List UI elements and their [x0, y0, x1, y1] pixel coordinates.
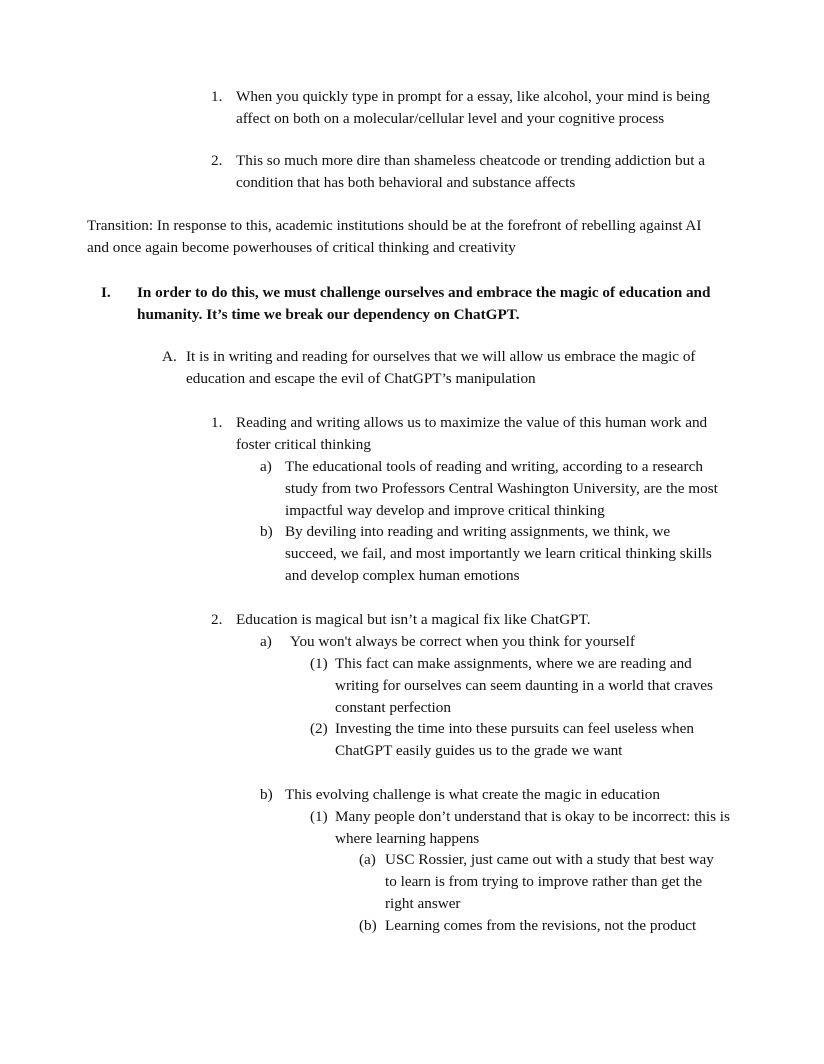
- list-marker: (1): [310, 655, 328, 672]
- list-item-text: This so much more dire than shameless cheatcode or trending addiction but a condition that has both behavioral and substance affects: [236, 152, 705, 191]
- point-2-b-1-a-text: USC Rossier, just came out with a study that best way to learn is from trying to improve rather than get the right answer: [385, 851, 714, 912]
- list-marker: 1.: [211, 88, 223, 105]
- list-item-text: When you quickly type in prompt for a essay, like alcohol, your mind is being affect on both on a molecular/cellular level and your cognitive process: [236, 88, 710, 127]
- main-point-text: In order to do this, we must challenge ourselves and embrace the magic of education and humanity. It’s time we break our dependency on ChatGPT.: [137, 284, 711, 323]
- list-marker: a): [260, 633, 272, 650]
- point-2-b-text: This evolving challenge is what create the magic in education: [285, 786, 660, 803]
- list-marker: 1.: [211, 414, 223, 431]
- list-marker: (a): [359, 851, 376, 868]
- list-marker: b): [260, 786, 273, 803]
- point-2-b-1-b-text: Learning comes from the revisions, not the product: [385, 917, 697, 934]
- roman-marker: I.: [101, 284, 111, 301]
- point-1-b-text: By deviling into reading and writing assignments, we think, we succeed, we fail, and most importantly we learn critical thinking skills and develop complex human emotions: [285, 523, 712, 584]
- point-2-b-1-text: Many people don’t understand that is okay to be incorrect: this is where learning happens: [335, 808, 730, 847]
- letter-marker: A.: [162, 348, 177, 365]
- list-marker: (b): [359, 917, 377, 934]
- point-1-a-text: The educational tools of reading and writing, according to a research study from two Professors Central Washington University, are the most impactful way develop and improve critical thinking: [285, 458, 718, 519]
- list-marker: (2): [310, 720, 328, 737]
- point-1-text: Reading and writing allows us to maximize the value of this human work and foster critical thinking: [236, 414, 708, 453]
- list-marker: 2.: [211, 152, 223, 169]
- point-2-a-text: You won't always be correct when you think for yourself: [290, 633, 635, 650]
- point-2-text: Education is magical but isn’t a magical fix like ChatGPT.: [236, 611, 591, 628]
- list-marker: b): [260, 523, 273, 540]
- list-marker: a): [260, 458, 272, 475]
- point-2-a-1-text: This fact can make assignments, where we are reading and writing for ourselves can seem daunting in a world that craves constant perfection: [335, 655, 713, 716]
- list-marker: (1): [310, 808, 328, 825]
- transition-paragraph: Transition: In response to this, academic institutions should be at the forefront of rebelling against AI and once again become powerhouses of critical thinking and creativity: [87, 217, 702, 256]
- list-marker: 2.: [211, 611, 223, 628]
- point-2-a-2-text: Investing the time into these pursuits can feel useless when ChatGPT easily guides us to the grade we want: [335, 720, 694, 759]
- sub-point-a-text: It is in writing and reading for ourselves that we will allow us embrace the magic of education and escape the evil of ChatGPT’s manipulation: [186, 348, 696, 387]
